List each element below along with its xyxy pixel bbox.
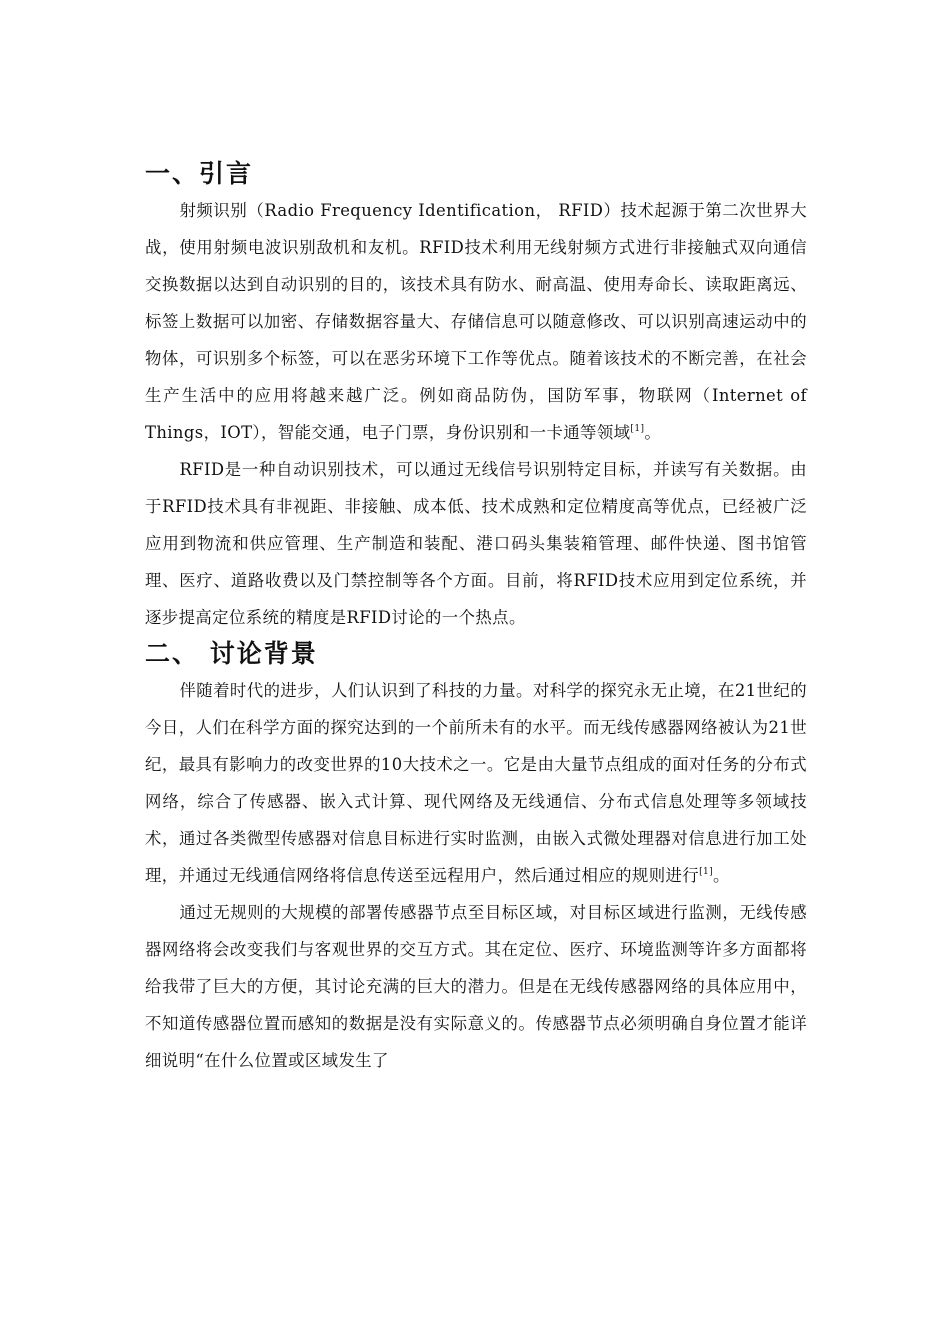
paragraph-rfid-applications <box>145 451 807 636</box>
citation-ref: [1] <box>699 867 714 877</box>
paragraph-text: 伴随着时代的进步，人们认识到了科技的力量。对科学的探究永无止境，在21世纪的今日，人们在科学方面的探究达到的一个前所未有的水平。而无线传感器网络被认为21世纪，最具有影响力的改变世界的10大技术之一。它是由大量节点组成的面对任务的分布式网络，综合了传感器、嵌入式计算、现代网络及无线通信、分布式信息处理等多领域技术，通过各类微型传感器对信息目标进行实时监测，由嵌入式微处理器对信息进行加工处理，并通过无线通信网络将信息传送至远程用户，然后通过相应的规则进行 <box>145 681 807 885</box>
paragraph-rfid-origin <box>145 192 807 451</box>
paragraph-wsn-intro <box>145 672 807 894</box>
document-page <box>145 156 807 1079</box>
paragraph-text: 射频识别（Radio Frequency Identification， RFID）技术起源于第二次世界大战，使用射频电波识别敌机和友机。RFID技术利用无线射频方式进行非接触式双向通信交换数据以达到自动识别的目的，该技术具有防水、耐高温、使用寿命长、读取距离远、标签上数据可以加密、存储数据容量大、存储信息可以随意修改、可以识别高速运动中的物体，可识别多个标签，可以在恶劣环境下工作等优点。随着该技术的不断完善，在社会生产生活中的应用将越来越广泛。例如商品防伪，国防军事，物联网（Internet of Things，IOT），智能交通，电子门票，身份识别和一卡通等领域 <box>145 201 807 442</box>
section-title-background: 二、 讨论背景 <box>145 639 318 668</box>
paragraph-tail: 。 <box>644 423 662 442</box>
paragraph-tail: 。 <box>713 866 730 885</box>
citation-ref: [1] <box>630 424 645 434</box>
paragraph-text: 通过无规则的大规模的部署传感器节点至目标区域，对目标区域进行监测，无线传感器网络将会改变我们与客观世界的交互方式。其在定位、医疗、环境监测等许多方面都将给我带了巨大的方便，其讨论充满的巨大的潜力。但是在无线传感器网络的具体应用中，不知道传感器位置而感知的数据是没有实际意义的。传感器节点必须明确自身位置才能详细说明“在什么位置或区域发生了 <box>145 903 807 1070</box>
section-title-introduction: 一、引言 <box>145 159 254 188</box>
paragraph-wsn-deployment <box>145 894 807 1079</box>
paragraph-text: RFID是一种自动识别技术，可以通过无线信号识别特定目标，并读写有关数据。由于RFID技术具有非视距、非接触、成本低、技术成熟和定位精度高等优点，已经被广泛应用到物流和供应管理、生产制造和装配、港口码头集装箱管理、邮件快递、图书馆管理、医疗、道路收费以及门禁控制等各个方面。目前，将RFID技术应用到定位系统，并逐步提高定位系统的精度是RFID讨论的一个热点。 <box>145 460 807 627</box>
